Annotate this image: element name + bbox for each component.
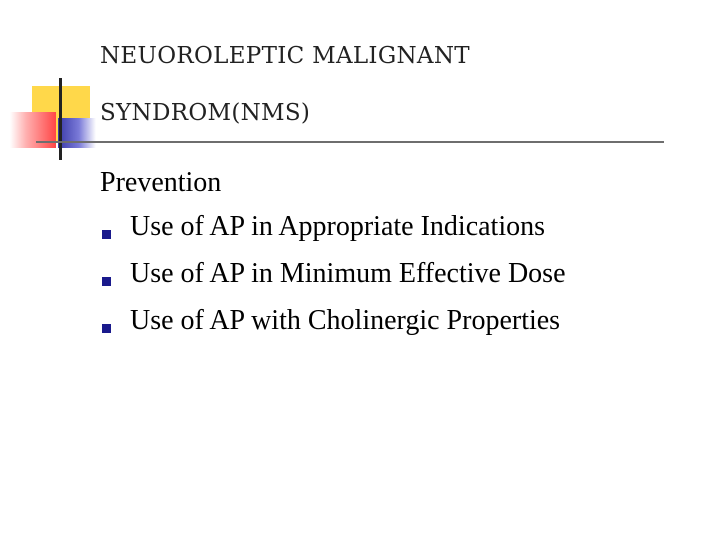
bullet-text: Use of AP in Minimum Effective Dose [130, 258, 566, 289]
list-item [100, 207, 700, 254]
title-line-1: NEUOROLEPTIC MALIGNANT [100, 43, 470, 69]
list-item [100, 254, 700, 301]
accent-vertical-line [59, 78, 62, 160]
square-bullet-icon [102, 277, 111, 286]
section-heading: Prevention [100, 167, 222, 198]
slide-body [100, 163, 700, 348]
square-bullet-icon [102, 230, 111, 239]
bullet-text: Use of AP with Cholinergic Properties [130, 305, 561, 336]
slide-title [100, 28, 660, 142]
bullet-list [100, 207, 700, 348]
title-line-2: SYNDROM(NMS) [100, 100, 311, 126]
list-item [100, 301, 700, 348]
accent-blue-square [58, 118, 96, 148]
bullet-text: Use of AP in Appropriate Indications [130, 211, 546, 242]
square-bullet-icon [102, 324, 111, 333]
